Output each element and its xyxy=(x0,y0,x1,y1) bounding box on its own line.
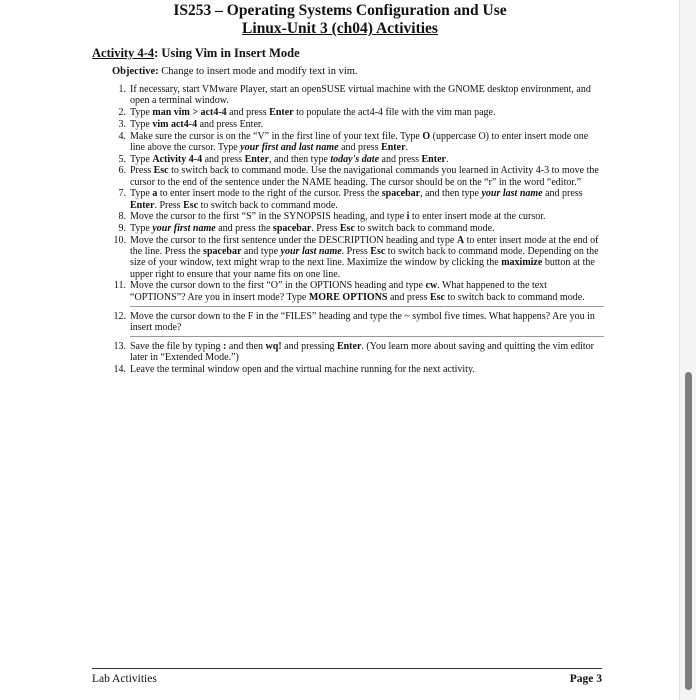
step-number: 9. xyxy=(118,223,126,235)
step-text: Enter xyxy=(381,141,406,153)
step-text: your last name xyxy=(481,188,543,200)
step-item xyxy=(110,364,604,375)
step-text: Move the cursor down to the first “O” in the OPTIONS heading and type xyxy=(130,280,426,292)
step-text: MORE OPTIONS xyxy=(308,291,388,303)
step-text: . Press xyxy=(341,246,371,258)
step-text: and pressing xyxy=(281,341,337,353)
step-text: Enter xyxy=(244,153,270,165)
step-text: and press xyxy=(387,291,430,303)
step-text: today's date xyxy=(330,153,380,165)
step-text: to switch back to command mode. xyxy=(444,291,585,303)
step-text: a xyxy=(152,188,158,200)
step-item xyxy=(110,154,604,165)
step-text: to switch back to command mode. xyxy=(198,199,338,211)
step-text: and press xyxy=(202,153,245,165)
step-text: and press the xyxy=(215,223,273,235)
step-number: 5. xyxy=(118,153,126,165)
step-text: Esc xyxy=(370,246,386,258)
step-text: Type xyxy=(130,153,153,165)
step-item xyxy=(110,131,604,153)
step-item xyxy=(110,280,604,302)
step-text: Press xyxy=(130,165,154,177)
step-item xyxy=(110,223,604,234)
step-text: and press Enter. xyxy=(197,118,264,130)
step-item xyxy=(110,311,604,333)
activity-title: : Using Vim in Insert Mode xyxy=(154,46,300,60)
step-text: and press xyxy=(338,141,382,153)
step-text: Enter xyxy=(421,153,446,165)
step-item xyxy=(110,84,604,106)
step-text: . xyxy=(405,141,409,153)
step-text: . (You learn more about saving and quitting the vim editor later in “Extended Mode.”) xyxy=(130,341,594,364)
step-text: Move the cursor to the first “S” in the SYNOPSIS heading, and type xyxy=(130,211,407,223)
step-text: Esc xyxy=(339,223,355,235)
step-text: Enter xyxy=(130,199,155,211)
objective-text: Change to insert mode and modify text in vim. xyxy=(158,66,358,77)
step-text: Type xyxy=(130,223,153,235)
step-text: Esc xyxy=(429,291,445,303)
step-text: Enter xyxy=(336,341,362,353)
step-text: spacebar xyxy=(381,188,421,200)
scrollbar-thumb[interactable] xyxy=(685,372,692,690)
step-text: to switch back to command mode. xyxy=(354,223,495,235)
step-text: A xyxy=(456,234,465,246)
steps-list xyxy=(110,84,604,376)
step-text: maximize xyxy=(501,257,543,269)
step-text: Type xyxy=(130,188,153,200)
answer-line xyxy=(130,306,604,307)
step-number: 14. xyxy=(113,364,126,376)
step-text: to enter insert mode to the right of the cursor. Press the xyxy=(157,188,382,200)
step-number: 2. xyxy=(118,107,126,118)
step-text: : xyxy=(223,341,227,353)
objective-label: Objective: xyxy=(112,66,159,77)
step-text: Type xyxy=(130,118,153,130)
step-number: 12. xyxy=(113,310,126,322)
objective xyxy=(112,66,358,78)
step-text: Move the cursor down to the F in the “FILES” heading and type the ~ symbol five times. What happens? Are you in insert mode? xyxy=(130,310,595,333)
step-text: (uppercase O) to enter insert mode one line above the cursor. Type xyxy=(130,130,589,153)
step-text: Enter xyxy=(269,107,294,118)
step-text: to switch back to command mode. Use the navigational commands you learned in Activity 4-3 to move the cursor to the end of the sentence under the NAME heading. The cursor should be on the “r” in the word “editor.” xyxy=(130,165,599,188)
step-text: to populate the act4-4 file with the vim man page. xyxy=(293,107,496,118)
step-text: Move the cursor to the first sentence under the DESCRIPTION heading and type xyxy=(130,234,457,246)
step-text: your first and last name xyxy=(240,141,339,153)
step-item xyxy=(110,107,604,118)
step-item xyxy=(110,188,604,210)
document-title: IS253 – Operating Systems Configuration and Use xyxy=(173,2,507,19)
step-text: If necessary, start VMware Player, start an openSUSE virtual machine with the GNOME desktop environment, and open a terminal window. xyxy=(130,84,591,107)
answer-line xyxy=(130,336,604,337)
step-text: to enter insert mode at the end of the line. Press the xyxy=(130,234,599,258)
step-item xyxy=(110,119,604,130)
step-text: . What happened to the text “OPTIONS”? Are you in insert mode? Type xyxy=(130,280,547,303)
step-text: cw xyxy=(425,280,438,292)
step-number: 4. xyxy=(118,130,126,142)
page-footer xyxy=(92,668,602,685)
step-number: 7. xyxy=(118,188,126,200)
step-number: 3. xyxy=(118,118,126,130)
step-text: to switch back to command mode. Depending on the size of your window, text might wrap to the next line. Maximize the window by clicking the xyxy=(130,246,599,269)
step-text: and press xyxy=(226,107,270,118)
step-text: Make sure the cursor is on the “V” in the first line of your text file. Type xyxy=(130,130,423,142)
step-text: Esc xyxy=(183,199,199,211)
step-text: your last name xyxy=(280,246,342,258)
step-text: Save the file by typing xyxy=(130,341,224,353)
step-item xyxy=(110,341,604,363)
step-text: Esc xyxy=(153,165,169,177)
step-text: button at the upper right to ensure that your name fits on one line. xyxy=(130,257,595,280)
step-text: wq! xyxy=(265,341,282,353)
step-text: spacebar xyxy=(203,246,242,258)
step-item xyxy=(110,211,604,222)
step-text: vim act4-4 xyxy=(152,118,198,130)
activity-heading xyxy=(92,46,300,60)
step-text: and type xyxy=(241,246,281,258)
step-text: . Press xyxy=(154,199,184,211)
step-number: 10. xyxy=(113,234,126,246)
step-text: and press xyxy=(379,153,422,165)
document-subtitle: Linux-Unit 3 (ch04) Activities xyxy=(242,20,438,37)
footer-section-name: Lab Activities xyxy=(92,673,157,685)
step-text: your first name xyxy=(152,223,216,235)
page-label: Page xyxy=(569,673,594,685)
step-number: 11. xyxy=(113,280,126,292)
step-text: i xyxy=(406,211,410,223)
step-text: man vim > act4-4 xyxy=(152,107,227,118)
step-text: Type xyxy=(130,107,153,118)
step-number: 8. xyxy=(118,211,126,223)
step-text: , and then type xyxy=(420,188,482,200)
step-text: spacebar xyxy=(272,223,312,235)
step-text: Activity 4-4 xyxy=(152,153,203,165)
step-number: 13. xyxy=(113,341,126,353)
step-text: , and then type xyxy=(269,153,331,165)
step-text: Leave the terminal window open and the virtual machine running for the next activity. xyxy=(130,364,475,376)
step-number: 6. xyxy=(118,165,126,177)
step-text: . xyxy=(445,153,449,165)
vertical-scrollbar[interactable] xyxy=(679,0,696,700)
step-text: and then xyxy=(226,341,266,353)
step-item xyxy=(110,165,604,187)
step-text: and press xyxy=(542,188,583,200)
step-text: . Press xyxy=(311,223,340,235)
step-item xyxy=(110,235,604,280)
activity-label: Activity 4-4 xyxy=(92,46,155,60)
page-number: 3 xyxy=(596,673,602,685)
step-text: to enter insert mode at the cursor. xyxy=(409,211,546,223)
footer-page-number xyxy=(570,673,602,686)
step-text: O xyxy=(422,130,431,142)
step-number: 1. xyxy=(118,84,126,95)
